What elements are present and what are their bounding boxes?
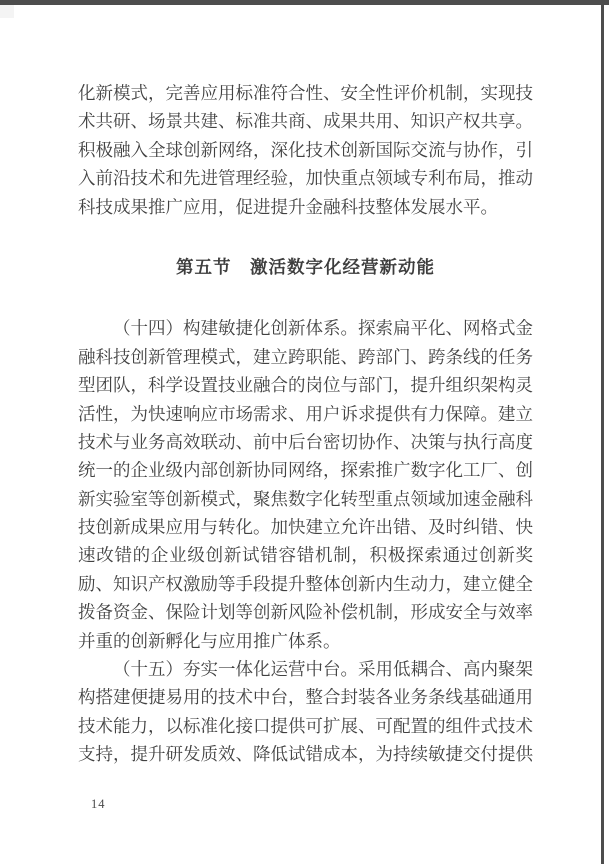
scan-artifact bbox=[0, 5, 14, 18]
paragraph-item-15 bbox=[78, 655, 533, 769]
page-number: 14 bbox=[91, 797, 106, 811]
text-line: 励、知识产权激励等手段提升整体创新内生动力，建立健全 bbox=[78, 573, 533, 594]
paragraph-item-14 bbox=[78, 314, 533, 655]
text-line: 并重的创新孵化与应用推广体系。 bbox=[78, 630, 341, 651]
section-heading: 第五节 激活数字化经营新动能 bbox=[176, 256, 435, 277]
page-content bbox=[78, 79, 533, 769]
text-line: 支持，提升研发质效、降低试错成本，为持续敏捷交付提供 bbox=[78, 744, 533, 765]
text-line: （十五）夯实一体化运营中台。采用低耦合、高内聚架 bbox=[113, 659, 533, 680]
text-line: 科技成果推广应用，促进提升金融科技整体发展水平。 bbox=[78, 196, 498, 217]
scan-top-edge bbox=[0, 0, 609, 5]
scan-right-edge bbox=[601, 0, 604, 864]
text-line: 积极融入全球创新网络，深化技术创新国际交流与协作，引 bbox=[78, 139, 533, 160]
text-line: 构搭建便捷易用的技术中台，整合封装各业务条线基础通用 bbox=[78, 687, 533, 708]
text-line: 新实验室等创新模式，聚焦数字化转型重点领域加速金融科 bbox=[78, 488, 533, 509]
paragraph-continuation bbox=[78, 79, 533, 221]
text-line: 统一的企业级内部创新协同网络，探索推广数字化工厂、创 bbox=[78, 460, 533, 481]
text-line: 化新模式，完善应用标准符合性、安全性评价机制，实现技 bbox=[78, 83, 533, 103]
text-line: 技创新成果应用与转化。加快建立允许出错、及时纠错、快 bbox=[78, 517, 533, 538]
text-line: 活性，为快速响应市场需求、用户诉求提供有力保障。建立 bbox=[78, 403, 533, 424]
text-line: 型团队，科学设置技业融合的岗位与部门，提升组织架构灵 bbox=[78, 375, 533, 396]
text-line: 技术与业务高效联动、前中后台密切协作、决策与执行高度 bbox=[78, 431, 533, 452]
text-line: （十四）构建敏捷化创新体系。探索扁平化、网格式金 bbox=[113, 318, 533, 339]
text-line: 速改错的企业级创新试错容错机制，积极探索通过创新奖 bbox=[78, 545, 533, 566]
text-line: 入前沿技术和先进管理经验，加快重点领域专利布局，推动 bbox=[78, 168, 533, 189]
text-line: 融科技创新管理模式，建立跨职能、跨部门、跨条线的任务 bbox=[78, 346, 533, 367]
text-line: 术共研、场景共建、标准共商、成果共用、知识产权共享。 bbox=[78, 111, 533, 132]
text-line: 拨备资金、保险计划等创新风险补偿机制，形成安全与效率 bbox=[78, 602, 533, 623]
text-line: 技术能力，以标准化接口提供可扩展、可配置的组件式技术 bbox=[78, 715, 533, 736]
